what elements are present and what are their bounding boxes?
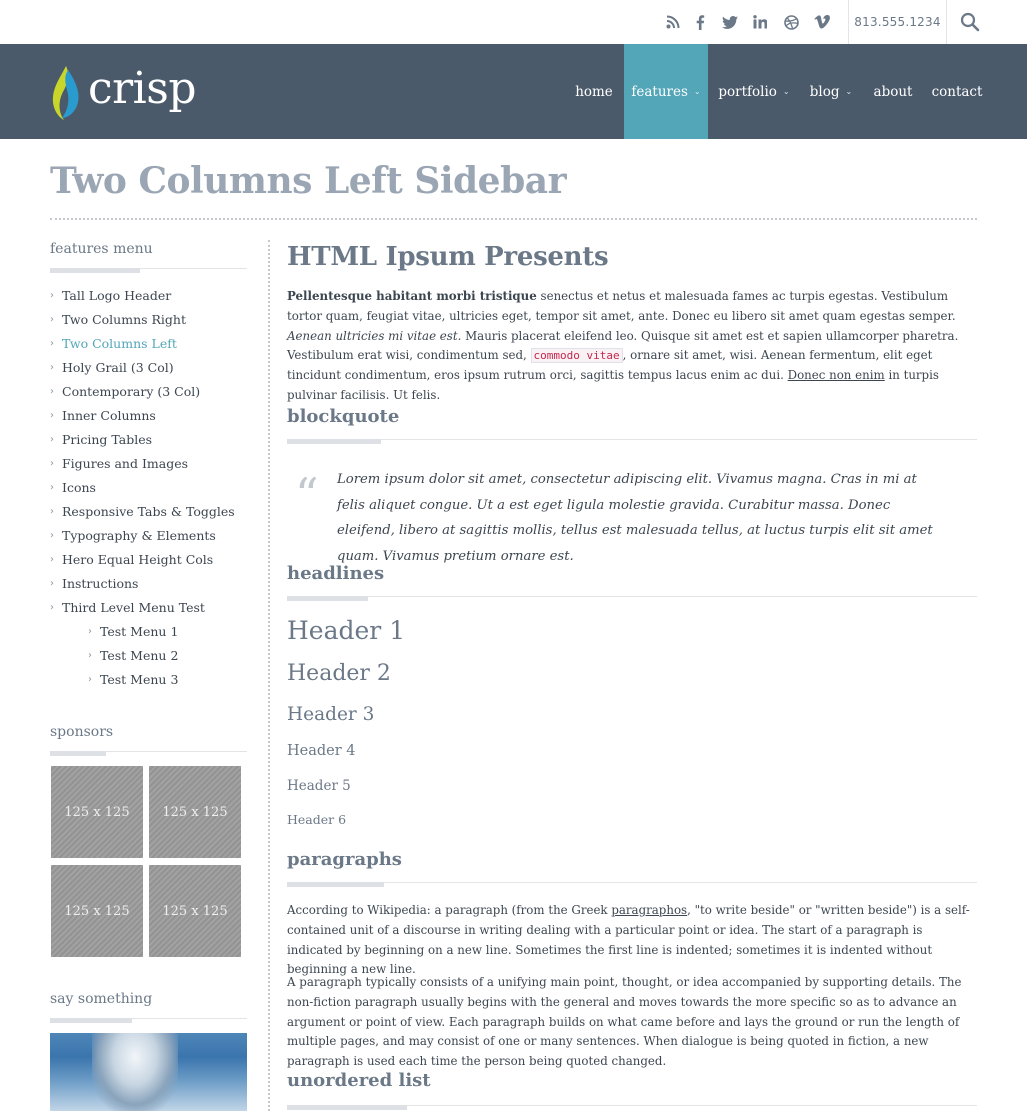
sidebar-item-two-columns-left[interactable] (50, 333, 177, 353)
chevron-right-icon: › (50, 313, 54, 325)
sidebar-item-third-level[interactable] (50, 597, 205, 617)
features-menu-rule (50, 268, 247, 269)
sidebar-item-label: Tall Logo Header (62, 287, 172, 303)
blockquote-rule (287, 439, 977, 440)
intro-paragraph (287, 287, 977, 406)
sidebar-item-label: Contemporary (3 Col) (62, 383, 201, 399)
sidebar-item-label: Two Columns Left (62, 335, 177, 351)
nav-contact-label: contact (931, 83, 983, 100)
vimeo-icon[interactable] (812, 12, 832, 32)
sidebar-item-label: Responsive Tabs & Toggles (62, 503, 235, 519)
header-6: Header 6 (287, 812, 347, 827)
paragraph-1 (287, 901, 977, 980)
chevron-right-icon: › (50, 577, 54, 589)
dribbble-icon[interactable] (781, 12, 801, 32)
paragraph-2: A paragraph typically consists of a unifying main point, thought, or idea accompanied by supporting details. The non-fiction paragraph usually begins with the general and moves towards the more specific so as to advance an argument or point of view. Each paragraph builds on what came before and lays the ground or run the length of multiple pages, and may consist of one or many sentences. When dialogue is being quoted in fiction, a new paragraph is used each time the person being quoted changed. (287, 975, 962, 1069)
sidebar-item-typography[interactable] (50, 525, 216, 545)
leaf-logo-icon (50, 64, 80, 122)
nav-portfolio[interactable] (712, 44, 796, 139)
sidebar-item-instructions[interactable] (50, 573, 138, 593)
sponsor-ad[interactable]: 125 x 125 (51, 865, 143, 957)
chevron-right-icon: › (50, 601, 54, 613)
sidebar-item-icons[interactable] (50, 477, 96, 497)
chevron-right-icon: › (88, 673, 92, 685)
sponsor-ad[interactable]: 125 x 125 (51, 766, 143, 858)
nav-features-label: features (631, 83, 688, 100)
sidebar-item-test-menu-3[interactable] (88, 669, 178, 689)
header-3: Header 3 (287, 704, 375, 725)
nav-blog-label: blog (809, 83, 840, 100)
chevron-down-icon: ⌄ (845, 87, 853, 96)
facebook-icon[interactable] (690, 12, 710, 32)
sidebar-item-label: Pricing Tables (62, 431, 153, 447)
sidebar-item-label: Third Level Menu Test (62, 599, 205, 615)
chevron-right-icon: › (50, 385, 54, 397)
blockquote: Lorem ipsum dolor sit amet, consectetur adipiscing elit. Vivamus magna. Cras in mi at felis aliquet congue. Ut a est eget ligula molestie gravida. Curabitur massa. Donec eleifend, libero at sagittis mollis, tellus est malesuada tellus, at luctus turpis elit sit amet quam. Vivamus pretium ornare est. (337, 472, 933, 564)
sponsors-rule (50, 751, 247, 752)
chevron-right-icon: › (50, 505, 54, 517)
nav-about[interactable] (866, 44, 920, 139)
column-divider (268, 240, 270, 1111)
quote-mark-icon: “ (295, 468, 319, 522)
chevron-right-icon: › (50, 481, 54, 493)
nav-home[interactable] (568, 44, 620, 139)
chevron-right-icon: › (50, 337, 54, 349)
site-logo[interactable] (50, 63, 196, 123)
nav-home-label: home (575, 83, 613, 100)
blockquote-heading: blockquote (287, 406, 400, 427)
sidebar-item-contemporary[interactable] (50, 381, 200, 401)
unordered-list-rule (287, 1105, 977, 1106)
inline-code: commodo vitae (531, 348, 623, 363)
nav-about-label: about (873, 83, 913, 100)
sidebar-item-label: Inner Columns (62, 407, 156, 423)
intro-text: Mauris placerat eleifend leo. Quisque sit amet est et sapien ullamcorper pharetra. Vestibulum erat wisi, condimentum sed, (287, 328, 959, 363)
sidebar-item-label: Icons (62, 479, 96, 495)
chevron-right-icon: › (88, 649, 92, 661)
sidebar-item-two-columns-right[interactable] (50, 309, 186, 329)
intro-bold: Pellentesque habitant morbi tristique (287, 289, 537, 303)
intro-text: senectus et netus et malesuada fames ac turpis egestas. Vestibulum tortor quam, feugiat vitae, ultricies eget, tempor sit amet, ante. Donec eu libero sit amet quam egestas semper. (287, 289, 956, 323)
sidebar-item-label: Test Menu 2 (100, 647, 179, 663)
site-header (0, 44, 1027, 139)
paragraphos-link[interactable]: paragraphos (611, 903, 688, 917)
sidebar-item-label: Typography & Elements (62, 527, 216, 543)
say-something-heading: say something (50, 991, 153, 1007)
sidebar-item-label: Test Menu 1 (100, 623, 179, 639)
twitter-icon[interactable] (720, 12, 740, 32)
intro-text: in turpis pulvinar facilisis. Ut felis. (287, 368, 939, 402)
donec-link[interactable]: Donec non enim (787, 368, 885, 383)
top-bar (0, 0, 1027, 44)
features-menu-heading: features menu (50, 241, 153, 257)
header-5: Header 5 (287, 778, 351, 794)
nav-blog[interactable] (802, 44, 860, 139)
paragraphs-rule (287, 882, 977, 883)
sidebar-item-label: Two Columns Right (62, 311, 187, 327)
p1-text: , "to write beside" or "written beside") is a self-contained unit of a discourse in writing dealing with a particular point or idea. The start of a paragraph is indicated by beginning on a new line. Sometimes the first line is indented; sometimes it is indented without beginning a new line. (287, 903, 970, 977)
chevron-down-icon: ⌄ (693, 87, 701, 96)
sidebar-item-holy-grail[interactable] (50, 357, 174, 377)
main-heading: HTML Ipsum Presents (287, 242, 609, 272)
sidebar-item-pricing-tables[interactable] (50, 429, 152, 449)
sidebar-item-label: Figures and Images (62, 455, 189, 471)
sidebar-item-label: Hero Equal Height Cols (62, 551, 214, 567)
sidebar-item-test-menu-2[interactable] (88, 645, 178, 665)
say-something-rule (50, 1018, 247, 1019)
sidebar-item-label: Instructions (62, 575, 139, 591)
phone-box (848, 0, 947, 44)
p1-text: According to Wikipedia: a paragraph (from the Greek (287, 903, 612, 917)
header-2: Header 2 (287, 661, 391, 686)
logo-text: crisp (88, 63, 196, 114)
linkedin-icon[interactable] (750, 12, 770, 32)
headlines-rule (287, 596, 977, 597)
sidebar-item-inner-columns[interactable] (50, 405, 156, 425)
search-icon[interactable] (960, 12, 982, 34)
sidebar-item-responsive-tabs[interactable] (50, 501, 235, 521)
unordered-list-heading: unordered list (287, 1070, 431, 1091)
chevron-right-icon: › (50, 361, 54, 373)
chevron-right-icon: › (50, 529, 54, 541)
chevron-right-icon: › (50, 409, 54, 421)
phone-number: 813.555.1234 (854, 15, 941, 29)
paragraphs-heading: paragraphs (287, 849, 402, 870)
chevron-right-icon: › (88, 625, 92, 637)
sidebar-item-tall-logo-header[interactable] (50, 285, 171, 305)
intro-italic: Aenean ultricies mi vitae est. (287, 328, 462, 343)
nav-contact[interactable] (926, 44, 988, 139)
page-title: Two Columns Left Sidebar (50, 160, 567, 202)
sidebar-item-hero-equal[interactable] (50, 549, 213, 569)
sidebar-item-figures-images[interactable] (50, 453, 188, 473)
nav-portfolio-label: portfolio (718, 83, 777, 100)
intro-text: , ornare sit amet, wisi. Aenean fermentum, elit eget tincidunt condimentum, eros ipsum rutrum orci, sagittis tempus lacus enim ac dui. (287, 348, 933, 383)
chevron-right-icon: › (50, 433, 54, 445)
nav-features[interactable] (624, 44, 708, 139)
chevron-right-icon: › (50, 457, 54, 469)
faucet-photo (50, 1033, 247, 1111)
sponsor-ad[interactable]: 125 x 125 (149, 865, 241, 957)
sponsors-heading: sponsors (50, 724, 114, 740)
sidebar-item-label: Test Menu 3 (100, 671, 179, 687)
sidebar-item-label: Holy Grail (3 Col) (62, 359, 174, 375)
header-4: Header 4 (287, 743, 356, 759)
title-divider (50, 218, 977, 220)
sponsor-ad[interactable]: 125 x 125 (149, 766, 241, 858)
header-1: Header 1 (287, 616, 406, 645)
chevron-right-icon: › (50, 289, 54, 301)
chevron-right-icon: › (50, 553, 54, 565)
chevron-down-icon: ⌄ (782, 87, 790, 96)
rss-icon[interactable] (663, 12, 683, 32)
headlines-heading: headlines (287, 563, 385, 584)
sidebar-item-test-menu-1[interactable] (88, 621, 178, 641)
